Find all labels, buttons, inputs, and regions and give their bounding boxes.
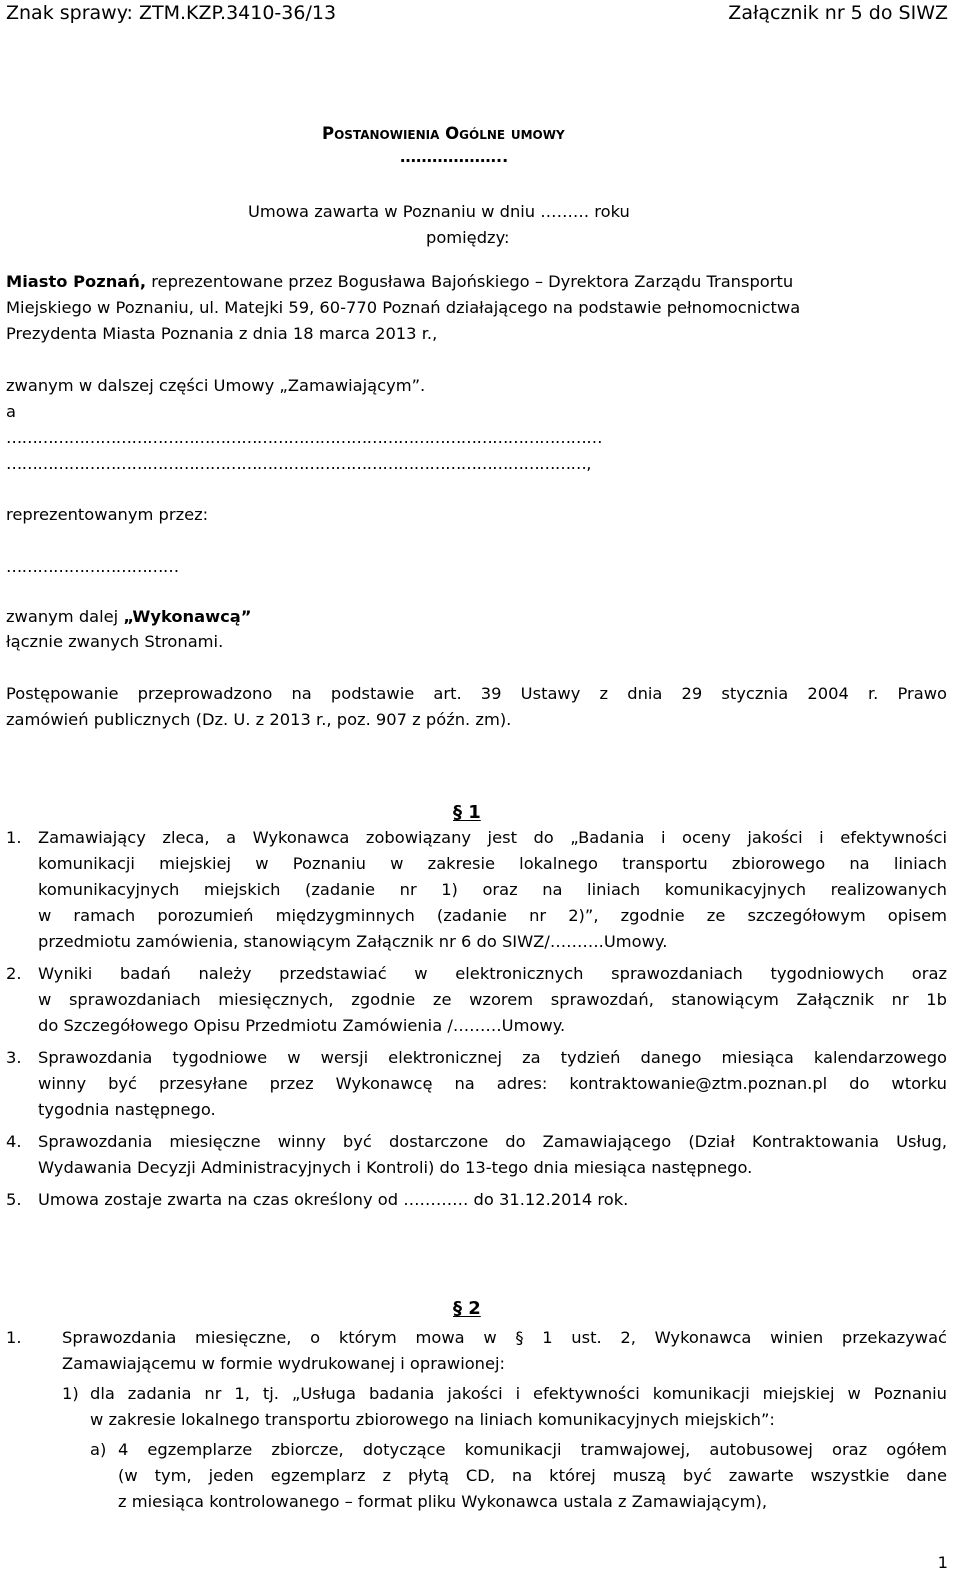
s1-item-line: przedmiotu zamówienia, stanowiącym Załącznik nr 6 do SIWZ/……….Umowy. [38,932,668,951]
s1-item-line: Sprawozdania miesięczne winny być dostarczone do Zamawiającego (Dział Kontraktowania Usług, [38,1132,947,1151]
s1-item-line: w ramach porozumień międzygminnych (zadanie nr 2)”, zgodnie ze szczegółowym opisem [38,906,947,925]
s2-suba-line2: (w tym, jeden egzemplarz z płytą CD, na której muszą być zawarte wszystkie dane [118,1466,947,1485]
annex-label: Załącznik nr 5 do SIWZ [728,2,948,24]
represented-by: reprezentowanym przez: [6,505,209,524]
party1-name: Miasto Poznań, [6,272,147,291]
party1-line1: Miasto Poznań, reprezentowane przez Bogusława Bajońskiego – Dyrektora Zarządu Transportu [6,272,794,291]
s2-item1-line1: Sprawozdania miesięczne, o którym mowa w § 1 ust. 2, Wykonawca winien przekazywać [62,1328,947,1347]
contract-date-line: Umowa zawarta w Poznaniu w dniu ……… roku [248,202,630,221]
s1-item-number: 3. [6,1048,22,1067]
between-line: pomiędzy: [426,228,510,247]
s2-suba-line3: z miesiąca kontrolowanego – format pliku Wykonawca ustala z Zamawiającym), [118,1492,768,1511]
s2-sub1-line2: w zakresie lokalnego transportu zbiorowego na liniach komunikacyjnych miejskich”: [90,1410,775,1429]
document-title: Postanowienia Ogólne umowy [322,124,565,143]
contractor-dots-1: …………………………………………………………………………………………………… [6,428,602,447]
s1-item-line: Zamawiający zleca, a Wykonawca zobowiązany jest do „Badania i oceny jakości i efektywności [38,828,947,847]
s1-item-number: 2. [6,964,22,983]
s1-item-line: do Szczegółowego Opisu Przedmiotu Zamówienia /………Umowy. [38,1016,566,1035]
title-dots: ……………….. [400,147,509,166]
s1-item-line: komunikacyjnych miejskich (zadanie nr 1) oraz na liniach komunikacyjnych realizowanych [38,880,947,899]
s1-item-line: Wyniki badań należy przedstawiać w elektronicznych sprawozdaniach tygodniowych oraz [38,964,947,983]
party1-line3: Prezydenta Miasta Poznania z dnia 18 marca 2013 r., [6,324,438,343]
s2-item1-number: 1. [6,1328,22,1347]
s2-suba-number: a) [90,1440,107,1459]
case-number: Znak sprawy: ZTM.KZP.3410-36/13 [6,2,337,24]
party1-called: zwanym w dalszej części Umowy „Zamawiającym”. [6,376,426,395]
jointly-called: łącznie zwanych Stronami. [6,632,224,651]
s1-item-line: Wydawania Decyzji Administracyjnych i Kontroli) do 13-tego dnia miesiąca następnego. [38,1158,753,1177]
page-number: 1 [937,1553,948,1572]
s1-item-line: w sprawozdaniach miesięcznych, zgodnie ze wzorem sprawozdań, stanowiącym Załącznik nr 1b [38,990,947,1009]
representative-dots: …………………………… [6,557,179,576]
party1-line2: Miejskiego w Poznaniu, ul. Matejki 59, 60-770 Poznań działającego na podstawie pełnomocnictwa [6,298,801,317]
s2-item1-line2: Zamawiającemu w formie wydrukowanej i oprawionej: [62,1354,506,1373]
contractor-dots-2: …………………………………………………………………………………………………, [6,454,591,473]
s1-item-line: winny być przesyłane przez Wykonawcę na adres: kontraktowanie@ztm.poznan.pl do wtorku [38,1074,947,1093]
s1-item-line: Umowa zostaje zwarta na czas określony od ………… do 31.12.2014 rok. [38,1190,629,1209]
s2-sub1-number: 1) [62,1384,79,1403]
procedure-line2: zamówień publicznych (Dz. U. z 2013 r., poz. 907 z późn. zm). [6,710,512,729]
and-text: a [6,402,16,421]
s1-item-line: tygodnia następnego. [38,1100,216,1119]
contractor-called: zwanym dalej „Wykonawcą” [6,607,252,626]
s1-item-number: 5. [6,1190,22,1209]
s2-suba-line1: 4 egzemplarze zbiorcze, dotyczące komunikacji tramwajowej, autobusowej oraz ogółem [118,1440,947,1459]
s1-item-number: 1. [6,828,22,847]
procedure-line1: Postępowanie przeprowadzono na podstawie art. 39 Ustawy z dnia 29 stycznia 2004 r. Prawo [6,684,947,703]
contractor-name: „Wykonawcą” [123,607,252,626]
section-1-mark: § 1 [453,802,481,823]
s2-sub1-line1: dla zadania nr 1, tj. „Usługa badania jakości i efektywności komunikacji miejskiej w Poznaniu [90,1384,947,1403]
s1-item-line: komunikacji miejskiej w Poznaniu w zakresie lokalnego transportu zbiorowego na liniach [38,854,947,873]
s1-item-line: Sprawozdania tygodniowe w wersji elektronicznej za tydzień danego miesiąca kalendarzowego [38,1048,947,1067]
s1-item-number: 4. [6,1132,22,1151]
section-2-mark: § 2 [453,1298,481,1319]
